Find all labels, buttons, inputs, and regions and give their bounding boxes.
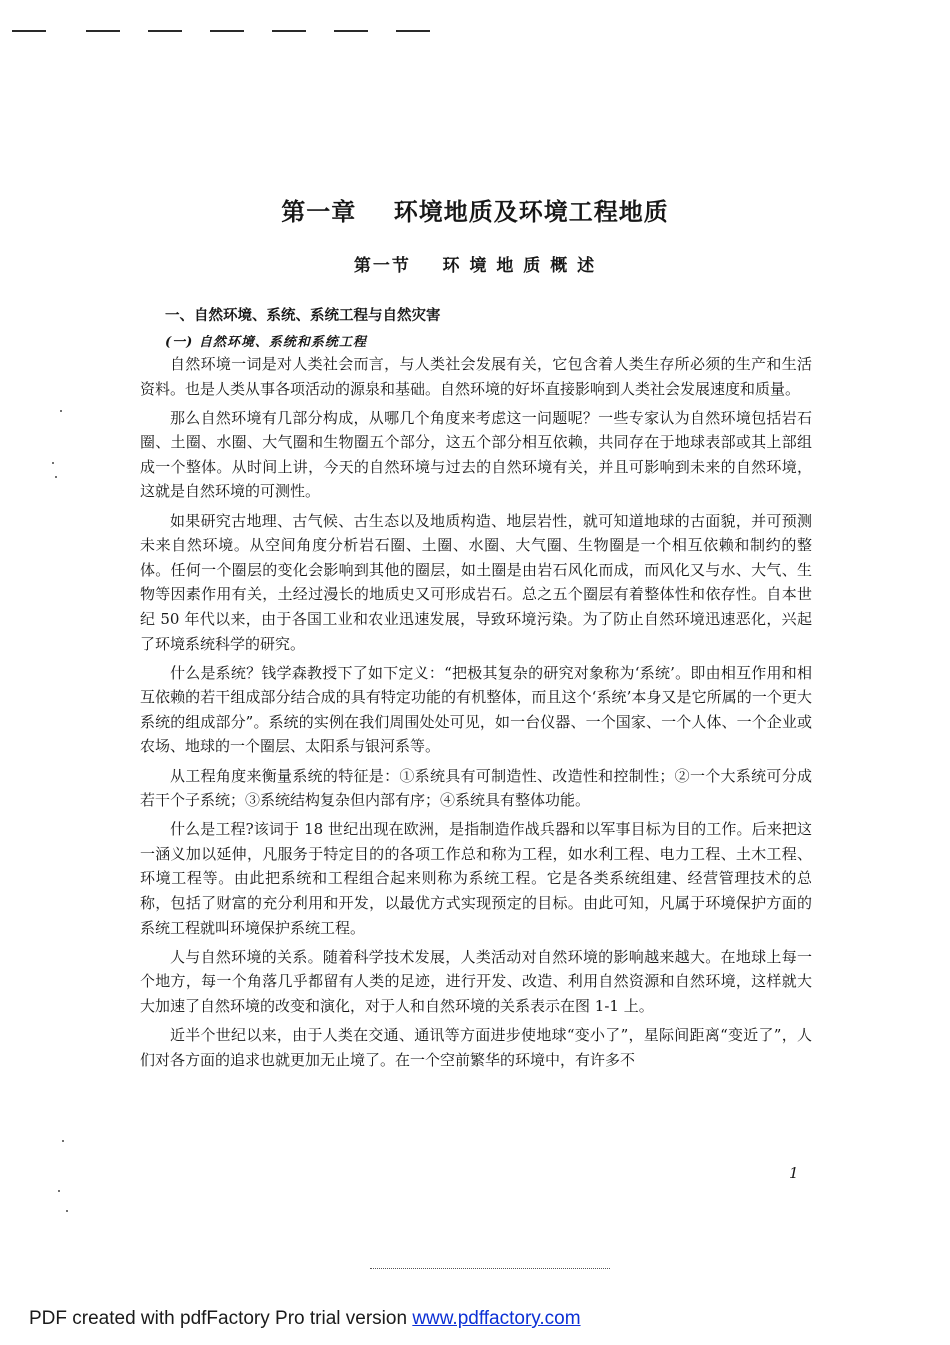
subsubsection-title: (一) 自然环境、系统和系统工程 [165, 335, 367, 350]
subsection-title: 一、自然环境、系统、系统工程与自然灾害 [165, 308, 441, 324]
scan-speck [60, 410, 62, 412]
chapter-title: 第一章 环境地质及环境工程地质 [281, 198, 669, 226]
paragraph: 如果研究古地理、古气候、古生态以及地质构造、地层岩性，就可知道地球的古面貌，并可预测未来自然环境。从空间角度分析岩石圈、土圈、水圈、大气圈、生物圈是一个相互依赖和制约的整体。任何一个圈层的变化会影响到其他的圈层，如土圈是由岩石风化而成，而风化又与水、大气、生物等因素作用有关，土经过漫长的地质史又可形成岩石。总之五个圈层有着整体性和依存性。自本世纪 50 年代以来，由于各国工业和农业迅速发展，导致环境污染。为了防止自然环境迅速恶化，兴起了环境系统科学的研究。 [140, 511, 812, 653]
pdf-footer [29, 1308, 581, 1330]
paragraph: 那么自然环境有几部分构成，从哪几个角度来考虑这一问题呢？一些专家认为自然环境包括岩石圈、土圈、水圈、大气圈和生物圈五个部分，这五个部分相互依赖，共同存在于地球表部或其上部组成一个整体。从时间上讲，今天的自然环境与过去的自然环境有关，并且可影响到未来的自然环境，这就是自然环境的可测性。 [140, 408, 812, 501]
scan-speck [62, 1140, 64, 1142]
body-text [140, 352, 812, 1077]
paragraph: 从工程角度来衡量系统的特征是：①系统具有可制造性、改造性和控制性；②一个大系统可分成若干个子系统；③系统结构复杂但内部有序；④系统具有整体功能。 [140, 766, 812, 810]
paragraph: 人与自然环境的关系。随着科学技术发展，人类活动对自然环境的影响越来越大。在地球上每一个地方，每一个角落几乎都留有人类的足迹，进行开发、改造、利用自然资源和自然环境，这样就大大加速了自然环境的改变和演化，对于人和自然环境的关系表示在图 1-1 上。 [140, 947, 812, 1015]
paragraph: 自然环境一词是对人类社会而言，与人类社会发展有关，它包含着人类生存所必须的生产和生活资料。也是人类从事各项活动的源泉和基础。自然环境的好坏直接影响到人类社会发展速度和质量。 [140, 355, 812, 398]
paragraph: 什么是工程?该词于 18 世纪出现在欧洲，是指制造作战兵器和以军事目标为目的工作。后来把这一涵义加以延伸，凡服务于特定目的的各项工作总和称为工程，如水利工程、电力工程、土木工程、环境工程等。由此把系统和工程组合起来则称为系统工程。它是各类系统组建、经营管理技术的总称，包括了财富的充分利用和开发，以最优方式实现预定的目标。由此可知，凡属于环境保护方面的系统工程就叫环境保护系统工程。 [140, 820, 812, 937]
paragraph: 什么是系统？钱学森教授下了如下定义：“把极其复杂的研究对象称为‘系统’。即由相互作用和相互依赖的若干组成部分结合成的具有特定功能的有机整体，而且这个‘系统’本身又是它所属的一个更大系统的组成部分”。系统的实例在我们周围处处可见，如一台仪器、一个国家、一个人体、一个企业或农场、地球的一个圈层、太阳系与银河系等。 [140, 663, 812, 756]
paragraph: 近半个世纪以来，由于人类在交通、通讯等方面进步使地球“变小了”，星际间距离“变近了”，人们对各方面的追求也就更加无止境了。在一个空前繁华的环境中，有许多不 [140, 1025, 812, 1069]
scan-speck [55, 476, 57, 478]
page-number: 1 [789, 1164, 799, 1182]
pdffactory-link[interactable]: www.pdffactory.com [412, 1308, 581, 1329]
scan-speck [52, 462, 54, 464]
section-title: 第一节 环 境 地 质 概 述 [353, 256, 597, 276]
scan-speck [58, 1190, 60, 1192]
scan-artifact-line [370, 1268, 610, 1269]
footer-text: PDF created with pdfFactory Pro trial version [29, 1308, 413, 1329]
scan-speck [66, 1210, 68, 1212]
